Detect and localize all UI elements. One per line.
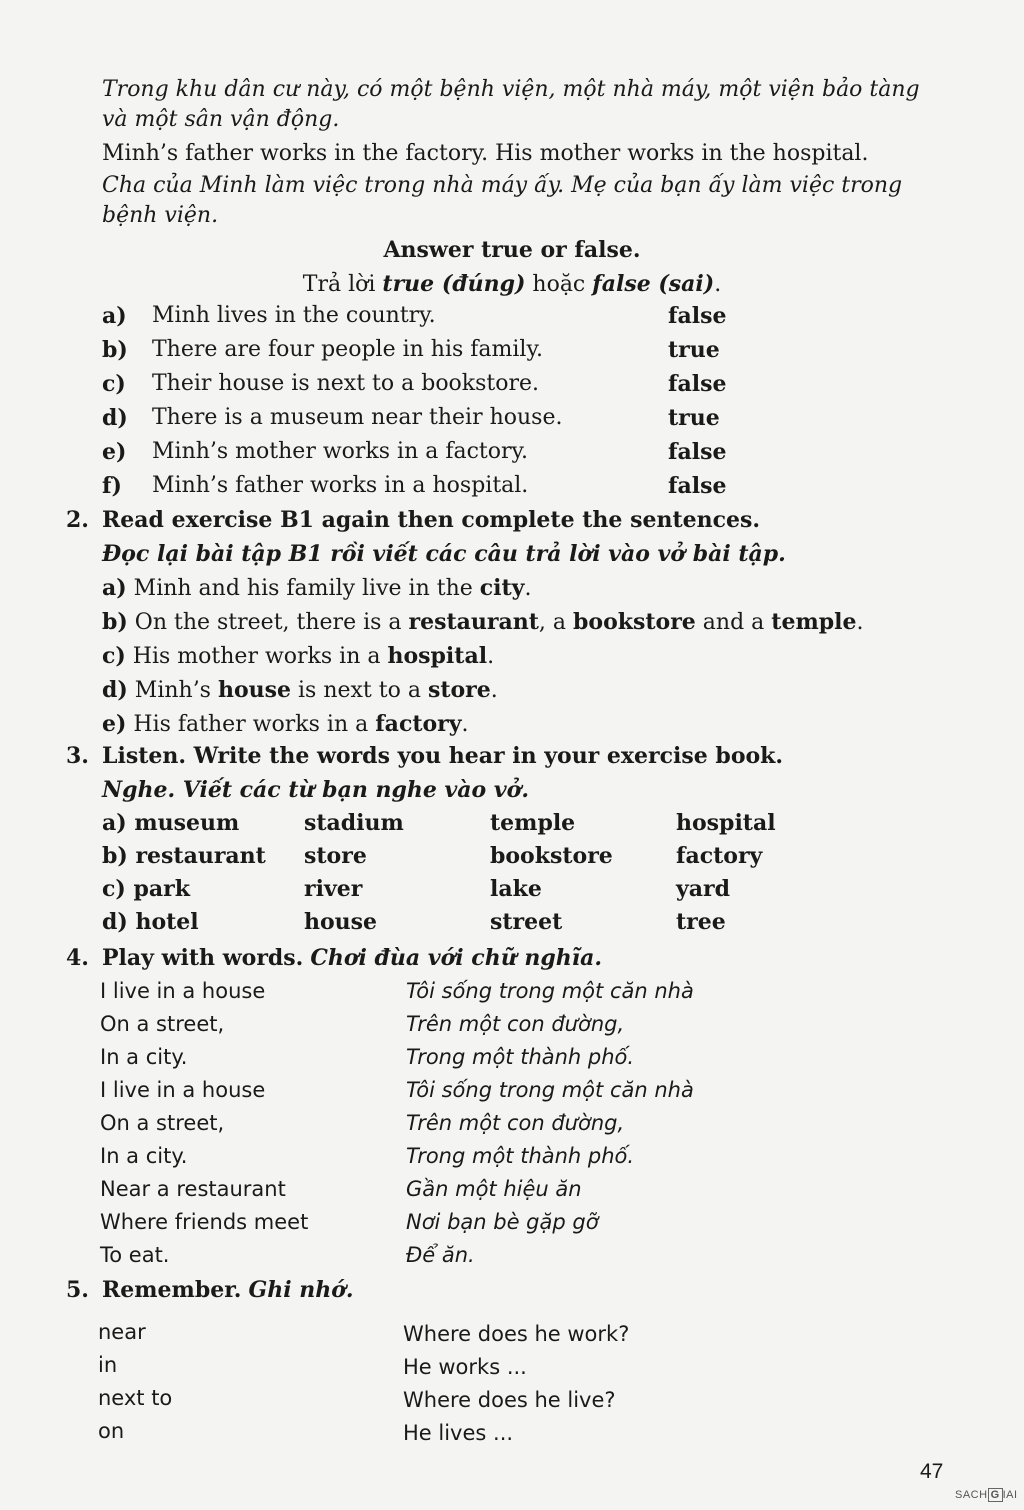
exercise-5-title: Remember. Ghi nhớ. (102, 1277, 354, 1303)
poem-en-line: On a street, (100, 1012, 225, 1036)
tf-answer: false (668, 439, 727, 465)
intro-vi-line-4: bệnh viện. (102, 203, 219, 228)
word-cell: tree (676, 909, 726, 935)
word-cell: store (304, 843, 367, 869)
tf-subheading: Trả lời true (đúng) hoặc false (sai). (302, 271, 722, 297)
poem-en-line: In a city. (100, 1144, 188, 1168)
remember-word: near (98, 1320, 146, 1344)
poem-en-line: To eat. (100, 1243, 170, 1267)
poem-en-line: Where friends meet (100, 1210, 309, 1234)
poem-vi-line: Tôi sống trong một căn nhà (406, 979, 694, 1003)
remember-word: in (98, 1353, 118, 1377)
poem-en-line: Near a restaurant (100, 1177, 286, 1201)
word-cell: b) restaurant (102, 843, 266, 869)
poem-en-line: In a city. (100, 1045, 188, 1069)
word-cell: yard (676, 876, 731, 902)
intro-vi-line-3: Cha của Minh làm việc trong nhà máy ấy. Mẹ của bạn ấy làm việc trong (102, 173, 903, 198)
exercise-3-title: Listen. Write the words you hear in your exercise book. (102, 743, 784, 769)
word-cell: hospital (676, 810, 776, 836)
poem-vi-line: Tôi sống trong một căn nhà (406, 1078, 694, 1102)
tf-statement: There are four people in his family. (152, 337, 543, 362)
exercise-5-number: 5. (66, 1277, 89, 1303)
tf-label: a) (102, 303, 127, 329)
intro-vi-line-2: và một sân vận động. (102, 107, 340, 132)
exercise-3-number: 3. (66, 743, 89, 769)
exercise-2-item-c: c) His mother works in a hospital. (102, 643, 495, 669)
remember-phrase: He works ... (403, 1355, 527, 1379)
exercise-2-item-a: a) Minh and his family live in the city. (102, 575, 532, 601)
exercise-2-item-b: b) On the street, there is a restaurant, a bookstore and a temple. (102, 609, 864, 635)
tf-heading: Answer true or false. (383, 237, 641, 263)
exercise-2-vi: Đọc lại bài tập B1 rồi viết các câu trả lời vào vở bài tập. (102, 541, 786, 567)
watermark-logo: SACH G IAI (955, 1489, 1018, 1501)
remember-word: on (98, 1419, 125, 1443)
exercise-2-item-e: e) His father works in a factory. (102, 711, 469, 737)
word-cell: bookstore (490, 843, 613, 869)
word-cell: temple (490, 810, 576, 836)
tf-answer: true (668, 337, 720, 363)
tf-label: b) (102, 337, 128, 363)
tf-statement: Their house is next to a bookstore. (152, 371, 540, 396)
poem-en-line: I live in a house (100, 1078, 266, 1102)
word-cell: factory (676, 843, 763, 869)
tf-statement: Minh’s father works in a hospital. (152, 473, 529, 498)
tf-answer: false (668, 371, 727, 397)
remember-phrase: Where does he work? (403, 1322, 630, 1346)
tf-answer: true (668, 405, 720, 431)
tf-label: d) (102, 405, 128, 431)
poem-vi-line: Để ăn. (406, 1243, 475, 1267)
poem-vi-line: Trên một con đường, (406, 1012, 625, 1036)
tf-statement: There is a museum near their house. (152, 405, 563, 430)
exercise-2-item-d: d) Minh’s house is next to a store. (102, 677, 498, 703)
word-cell: river (304, 876, 363, 902)
word-cell: a) museum (102, 810, 240, 836)
remember-phrase: Where does he live? (403, 1388, 616, 1412)
intro-en-line: Minh’s father works in the factory. His mother works in the hospital. (102, 141, 869, 166)
tf-label: f) (102, 473, 122, 499)
poem-vi-line: Nơi bạn bè gặp gỡ (406, 1210, 599, 1234)
exercise-2-title: Read exercise B1 again then complete the sentences. (102, 507, 761, 533)
intro-vi-line-1: Trong khu dân cư này, có một bệnh viện, một nhà máy, một viện bảo tàng (102, 77, 920, 102)
tf-answer: false (668, 303, 727, 329)
word-cell: stadium (304, 810, 404, 836)
tf-label: c) (102, 371, 126, 397)
page-number: 47 (920, 1460, 944, 1483)
poem-en-line: I live in a house (100, 979, 266, 1003)
exercise-4-number: 4. (66, 945, 89, 971)
exercise-2-number: 2. (66, 507, 89, 533)
poem-en-line: On a street, (100, 1111, 225, 1135)
poem-vi-line: Trong một thành phố. (406, 1045, 635, 1069)
word-cell: c) park (102, 876, 190, 902)
tf-statement: Minh’s mother works in a factory. (152, 439, 529, 464)
word-cell: d) hotel (102, 909, 199, 935)
word-cell: house (304, 909, 378, 935)
poem-vi-line: Gần một hiệu ăn (406, 1177, 582, 1201)
exercise-3-vi: Nghe. Viết các từ bạn nghe vào vở. (102, 777, 529, 803)
word-cell: lake (490, 876, 542, 902)
tf-answer: false (668, 473, 727, 499)
tf-statement: Minh lives in the country. (152, 303, 436, 328)
poem-vi-line: Trên một con đường, (406, 1111, 625, 1135)
remember-phrase: He lives ... (403, 1421, 514, 1445)
remember-word: next to (98, 1386, 173, 1410)
tf-label: e) (102, 439, 127, 465)
poem-vi-line: Trong một thành phố. (406, 1144, 635, 1168)
word-cell: street (490, 909, 563, 935)
exercise-4-title: Play with words. Chơi đùa với chữ nghĩa. (102, 945, 602, 971)
